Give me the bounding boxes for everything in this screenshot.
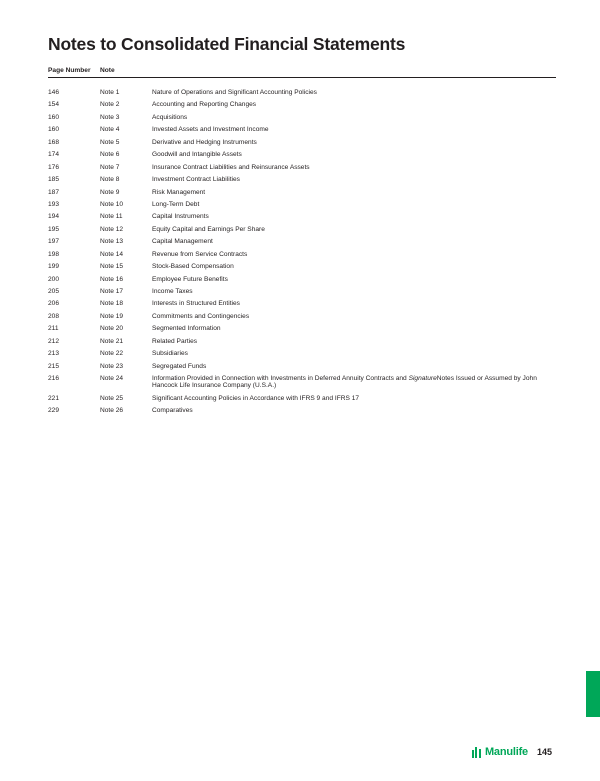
table-row[interactable] <box>48 248 556 260</box>
brand-footer <box>472 746 552 758</box>
table-row[interactable] <box>48 323 556 335</box>
row-note: Note 17 <box>100 288 124 296</box>
row-note: Note 11 <box>100 213 123 221</box>
row-note: Note 21 <box>100 337 124 345</box>
table-row[interactable] <box>48 335 556 347</box>
page-number: 145 <box>536 747 552 757</box>
row-description: Related Parties <box>152 337 198 345</box>
notes-index-table <box>48 67 556 417</box>
row-page: 168 <box>48 138 60 146</box>
row-page: 146 <box>48 89 60 97</box>
row-note: Note 2 <box>100 101 120 109</box>
row-page: 211 <box>48 325 59 333</box>
row-note: Note 19 <box>100 312 124 320</box>
row-description: Risk Management <box>152 188 206 196</box>
table-row[interactable] <box>48 223 556 235</box>
row-description: Stock-Based Compensation <box>152 263 234 271</box>
page-title: Notes to Consolidated Financial Statements <box>48 34 406 54</box>
row-description: Segmented Information <box>152 325 221 333</box>
row-note: Note 23 <box>100 362 124 370</box>
table-row[interactable] <box>48 310 556 322</box>
row-note: Note 4 <box>100 126 120 134</box>
row-page: 229 <box>48 407 60 415</box>
notes-index-body <box>48 78 556 417</box>
row-description: Long-Term Debt <box>152 200 200 208</box>
row-note: Note 8 <box>100 176 120 184</box>
row-page: 206 <box>48 300 60 308</box>
row-description: Comparatives <box>152 407 193 415</box>
row-page: 176 <box>48 163 60 171</box>
table-row[interactable] <box>48 360 556 372</box>
row-description: Capital Management <box>152 238 213 246</box>
row-page: 212 <box>48 337 60 345</box>
table-row[interactable] <box>48 236 556 248</box>
table-row[interactable] <box>48 111 556 123</box>
row-page: 154 <box>48 101 60 109</box>
edge-tab-marker <box>586 671 600 717</box>
row-note: Note 20 <box>100 325 124 333</box>
row-description: Commitments and Contingencies <box>152 312 250 320</box>
table-row[interactable] <box>48 211 556 223</box>
row-description: Employee Future Benefits <box>152 275 228 283</box>
row-note: Note 25 <box>100 394 124 402</box>
row-page: 160 <box>48 113 60 121</box>
row-page: 197 <box>48 238 60 246</box>
row-description: Nature of Operations and Significant Accounting Policies <box>152 89 317 97</box>
row-note: Note 7 <box>100 163 120 171</box>
page-footer <box>0 671 600 781</box>
table-row[interactable] <box>48 392 556 404</box>
row-page: 187 <box>48 188 60 196</box>
table-row[interactable] <box>48 373 556 393</box>
row-description: Revenue from Service Contracts <box>152 250 248 258</box>
table-row[interactable] <box>48 149 556 161</box>
row-page: 200 <box>48 275 60 283</box>
table-row[interactable] <box>48 161 556 173</box>
column-header-note: Note <box>100 67 152 78</box>
row-note: Note 6 <box>100 151 120 159</box>
table-row[interactable] <box>48 298 556 310</box>
table-row[interactable] <box>48 99 556 111</box>
header-spacer <box>48 78 556 87</box>
row-page: 195 <box>48 225 60 233</box>
manulife-logo-icon <box>472 747 481 758</box>
row-note: Note 13 <box>100 238 124 246</box>
row-page: 213 <box>48 350 60 358</box>
row-description: Accounting and Reporting Changes <box>152 101 257 109</box>
row-description: Subsidiaries <box>152 350 188 358</box>
description-part-1: Information Provided in Connection with Investments in Deferred Annuity Contracts and <box>152 375 409 383</box>
row-note: Note 22 <box>100 350 124 358</box>
row-description: Segregated Funds <box>152 362 207 370</box>
row-page: 205 <box>48 288 60 296</box>
row-description: Derivative and Hedging Instruments <box>152 138 257 146</box>
description-italic-term: Signature <box>408 375 437 383</box>
brand-name: Manulife <box>484 746 528 758</box>
row-page: 215 <box>48 362 60 370</box>
row-description: Insurance Contract Liabilities and Reinsurance Assets <box>152 163 310 171</box>
row-page: 194 <box>48 213 60 221</box>
row-note: Note 16 <box>100 275 124 283</box>
row-description: Capital Instruments <box>152 213 209 221</box>
table-row[interactable] <box>48 174 556 186</box>
row-page: 221 <box>48 394 60 402</box>
table-row[interactable] <box>48 348 556 360</box>
row-description: Income Taxes <box>152 288 193 296</box>
row-note: Note 14 <box>100 250 124 258</box>
row-description: Significant Accounting Policies in Accordance with IFRS 9 and IFRS 17 <box>152 394 360 402</box>
row-note: Note 9 <box>100 188 120 196</box>
table-header-row <box>48 67 556 78</box>
row-note: Note 5 <box>100 138 120 146</box>
row-page: 160 <box>48 126 60 134</box>
column-header-page-number: Page Number <box>48 67 100 78</box>
column-header-description <box>152 67 556 78</box>
table-row[interactable] <box>48 186 556 198</box>
row-note: Note 24 <box>100 375 124 383</box>
row-note: Note 12 <box>100 225 124 233</box>
row-page: 199 <box>48 263 60 271</box>
table-row[interactable] <box>48 124 556 136</box>
row-description: Interests in Structured Entities <box>152 300 240 308</box>
row-note: Note 18 <box>100 300 124 308</box>
row-description: Invested Assets and Investment Income <box>152 126 269 134</box>
row-description <box>152 373 556 393</box>
row-description: Goodwill and Intangible Assets <box>152 151 242 159</box>
row-page: 174 <box>48 151 60 159</box>
row-note: Note 1 <box>100 89 120 97</box>
row-note: Note 15 <box>100 263 124 271</box>
row-note: Note 10 <box>100 200 124 208</box>
table-row[interactable] <box>48 285 556 297</box>
row-description: Investment Contract Liabilities <box>152 176 240 184</box>
table-row[interactable] <box>48 405 556 417</box>
table-row[interactable] <box>48 261 556 273</box>
table-row[interactable] <box>48 198 556 210</box>
description-part-2: Notes Issued or Assumed by John Hancock Life Insurance Company (U.S.A.) <box>152 375 537 390</box>
row-page: 193 <box>48 200 60 208</box>
table-row[interactable] <box>48 136 556 148</box>
row-description: Equity Capital and Earnings Per Share <box>152 225 265 233</box>
row-note: Note 26 <box>100 407 124 415</box>
row-note: Note 3 <box>100 113 120 121</box>
row-page: 198 <box>48 250 60 258</box>
row-page: 208 <box>48 312 60 320</box>
table-row[interactable] <box>48 273 556 285</box>
row-page: 216 <box>48 375 60 383</box>
row-page: 185 <box>48 176 60 184</box>
row-description: Acquisitions <box>152 113 188 121</box>
table-row[interactable] <box>48 86 556 98</box>
table-of-contents <box>48 67 556 417</box>
